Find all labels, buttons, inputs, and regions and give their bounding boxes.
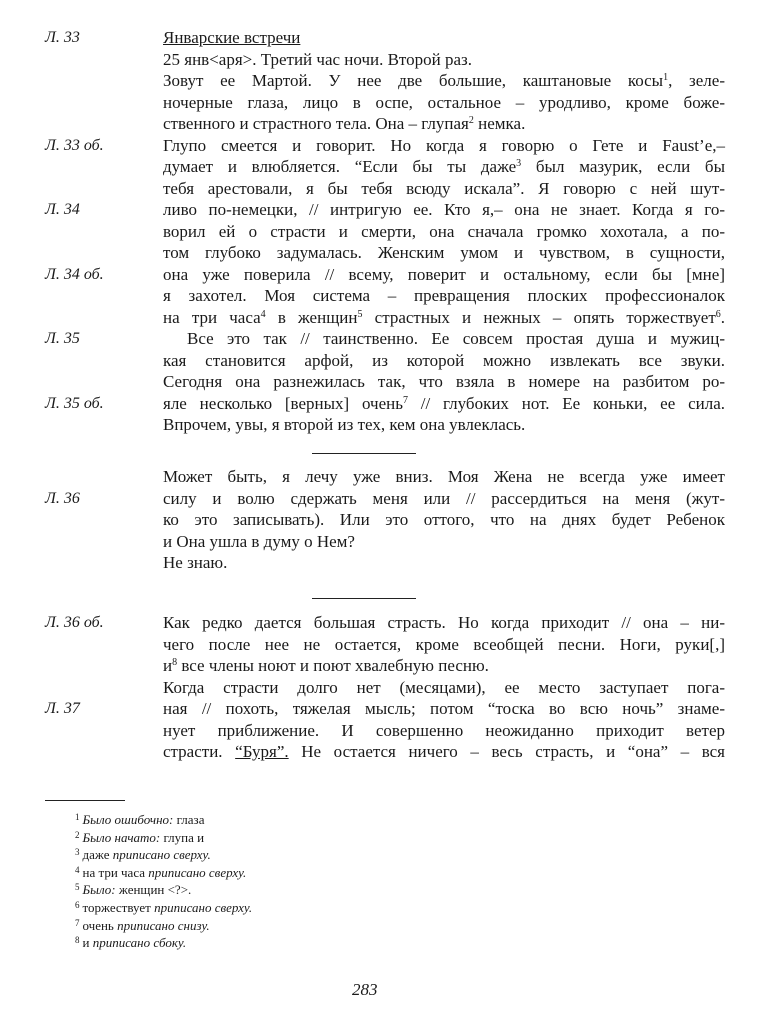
footnote bbox=[75, 934, 252, 952]
text-line bbox=[45, 328, 725, 350]
footnote-number: 5 bbox=[75, 882, 80, 893]
text-line bbox=[163, 350, 725, 372]
footnote-text: приписано сверху. bbox=[154, 899, 253, 915]
text-line bbox=[163, 307, 725, 329]
text-run: Когда страсти долго нет (месяцами), ее место заступает пога- bbox=[163, 677, 725, 697]
text-line bbox=[163, 49, 725, 71]
text-line bbox=[163, 285, 725, 307]
text-line bbox=[45, 199, 725, 221]
underlined-text: “Буря”. bbox=[235, 742, 289, 761]
text-run: , зеле- bbox=[668, 71, 725, 90]
diary-section-1 bbox=[45, 27, 725, 436]
text-line bbox=[163, 634, 725, 656]
folio-margin-label: Л. 34 об. bbox=[45, 265, 104, 283]
text-run: . bbox=[720, 307, 725, 327]
text-run: Зовут ее Мартой. У нее две большие, каштановые косы bbox=[163, 71, 664, 90]
footnote-text: Было ошибочно: bbox=[82, 812, 174, 827]
footnote-text: очень bbox=[82, 917, 118, 933]
footnote-text: приписано снизу. bbox=[117, 917, 210, 933]
footnote-text: приписано сбоку. bbox=[92, 935, 187, 951]
footnote-ref: 4 bbox=[260, 308, 266, 320]
footnote-number: 3 bbox=[75, 847, 80, 858]
text-line bbox=[45, 393, 725, 415]
text-run: страсти. bbox=[163, 742, 236, 761]
page-number: 283 bbox=[352, 980, 378, 999]
folio-margin-label: Л. 34 bbox=[45, 201, 80, 218]
footnote-text: даже bbox=[82, 847, 113, 863]
footnote-ref: 8 bbox=[172, 657, 178, 668]
text-run: на три часа bbox=[163, 307, 261, 327]
footnote-number: 7 bbox=[75, 917, 80, 928]
footnote-text: Было: bbox=[82, 882, 116, 898]
section-separator bbox=[312, 453, 416, 454]
text-run: ко это записывать). Или это оттого, что на днях будет Ребенок bbox=[163, 510, 725, 529]
text-line bbox=[163, 414, 725, 436]
folio-margin-label: Л. 33 об. bbox=[45, 136, 104, 154]
footnote-text: и bbox=[82, 935, 93, 951]
text-run: она уже поверила // всему, поверит и остальному, если бы [мне] bbox=[163, 264, 725, 284]
text-line bbox=[45, 135, 725, 157]
text-run: силу и волю сдержать меня или // рассердиться на меня (жут- bbox=[163, 488, 725, 508]
footnote-ref: 2 bbox=[468, 115, 474, 126]
text-line bbox=[163, 466, 725, 488]
text-line bbox=[45, 27, 725, 49]
text-run: думает и влюбляется. “Если бы ты даже bbox=[163, 157, 517, 176]
text-line bbox=[163, 509, 725, 531]
text-run: ственного и страстного тела. Она – глупая bbox=[163, 114, 469, 133]
text-line bbox=[163, 92, 725, 114]
text-line bbox=[45, 488, 725, 510]
text-run: и bbox=[163, 656, 173, 675]
text-run: // глубоких нот. Ее коньки, ее сила. bbox=[408, 393, 725, 413]
text-run: ливо по-немецки, // интригую ее. Кто я,– она не знает. Когда я го- bbox=[163, 200, 725, 219]
footnote-rule bbox=[45, 800, 125, 801]
text-line bbox=[163, 70, 725, 92]
text-run: был мазурик, если бы bbox=[521, 157, 725, 176]
footnote bbox=[75, 864, 252, 882]
footnote-ref: 7 bbox=[403, 394, 408, 406]
footnote-text: женщин <?>. bbox=[115, 882, 192, 898]
text-line bbox=[163, 552, 725, 574]
footnote-number: 4 bbox=[75, 864, 80, 875]
text-run: ворил ей о страсти и смерти, она сначала громко хохотала, а по- bbox=[163, 221, 725, 241]
text-line bbox=[163, 178, 725, 200]
footnote-number: 6 bbox=[75, 899, 80, 910]
text-line bbox=[163, 720, 725, 742]
text-run: Сегодня она разнежилась так, что взяла в номере на разбитом ро- bbox=[163, 372, 725, 391]
footnote-text: торжествует bbox=[82, 899, 155, 915]
folio-margin-label: Л. 35 bbox=[45, 330, 80, 347]
text-run: Как редко дается большая страсть. Но когда приходит // она – ни- bbox=[163, 613, 725, 632]
text-line bbox=[163, 221, 725, 243]
text-run: все члены ноют и поют хвалебную песню. bbox=[177, 656, 489, 675]
diary-section-2 bbox=[45, 466, 725, 574]
footnote-ref: 1 bbox=[663, 72, 669, 83]
text-line bbox=[163, 242, 725, 264]
footnote-ref: 3 bbox=[516, 158, 522, 169]
text-run: Не знаю. bbox=[163, 553, 228, 572]
text-line bbox=[163, 677, 725, 699]
footnote bbox=[75, 899, 252, 917]
text-run: страстных и нежных – опять торжествует bbox=[362, 307, 716, 327]
text-line bbox=[45, 264, 725, 286]
footnote-number: 1 bbox=[75, 812, 80, 822]
text-line bbox=[163, 531, 725, 553]
text-run: в женщин bbox=[265, 307, 358, 327]
folio-margin-label: Л. 33 bbox=[45, 29, 80, 46]
section-separator bbox=[312, 598, 416, 599]
footnote-text: на три часа bbox=[82, 864, 149, 880]
text-line bbox=[163, 371, 725, 393]
footnotes bbox=[75, 811, 252, 952]
footnote-number: 2 bbox=[75, 829, 80, 840]
text-run: Глупо смеется и говорит. Но когда я говорю о Гете и Faust’e,– bbox=[163, 135, 725, 155]
footnote-text: глупа и bbox=[160, 829, 205, 845]
folio-margin-label: Л. 35 об. bbox=[45, 394, 104, 412]
text-line bbox=[163, 741, 725, 763]
diary-section-3 bbox=[45, 612, 725, 763]
text-line bbox=[163, 156, 725, 178]
text-run: кая становится арфой, из которой можно извлекать все звуки. bbox=[163, 350, 725, 370]
text-run: яле несколько [верных] очень bbox=[163, 393, 403, 413]
footnote bbox=[75, 917, 252, 935]
text-run: 25 янв<аря>. Третий час ночи. Второй раз. bbox=[163, 49, 472, 69]
footnote bbox=[75, 829, 252, 847]
text-run: ная // похоть, тяжелая мысль; потом “тоска во всю ночь” знаме- bbox=[163, 699, 725, 718]
footnote-ref: 6 bbox=[715, 308, 721, 320]
text-run: том глубоко задумалась. Женским умом и чувством, в сущности, bbox=[163, 243, 725, 262]
text-run: Не остается ничего – весь страсть, и “она” – вся bbox=[288, 742, 725, 761]
folio-margin-label: Л. 36 bbox=[45, 489, 80, 507]
text-run: чего после нее не остается, кроме всеобщей песни. Ноги, руки[,] bbox=[163, 634, 725, 654]
text-run: Может быть, я лечу уже вниз. Моя Жена не всегда уже имеет bbox=[163, 467, 725, 486]
footnote-text: приписано сверху. bbox=[112, 847, 211, 863]
text-line bbox=[45, 612, 725, 634]
text-run: тебя арестовали, я бы тебя всюду искала”. Я говорю с ней шут- bbox=[163, 178, 725, 198]
footnote-text: глаза bbox=[173, 812, 205, 827]
footnote bbox=[75, 846, 252, 864]
text-run: Все это так // таинственно. Ее совсем простая душа и мужиц- bbox=[187, 329, 725, 348]
text-line bbox=[163, 113, 725, 135]
footnote-text: Было начато: bbox=[82, 829, 161, 845]
text-run: я захотел. Моя система – превращения плоских профессионалок bbox=[163, 286, 725, 305]
text-run: ночерные глаза, лицо в оспе, остальное – уродливо, кроме боже- bbox=[163, 92, 725, 112]
footnote-text: приписано сверху. bbox=[148, 864, 247, 880]
folio-margin-label: Л. 37 bbox=[45, 700, 80, 717]
footnote bbox=[75, 811, 252, 829]
folio-margin-label: Л. 36 об. bbox=[45, 614, 104, 631]
underlined-text: Январские встречи bbox=[163, 28, 301, 47]
text-run: Впрочем, увы, я второй из тех, кем она увлеклась. bbox=[163, 415, 526, 434]
footnote-ref: 5 bbox=[357, 308, 363, 320]
text-run: нует приближение. И совершенно неожиданно приходит ветер bbox=[163, 720, 725, 740]
text-run: немка. bbox=[473, 114, 526, 133]
text-line bbox=[163, 655, 725, 677]
text-line bbox=[45, 698, 725, 720]
text-run: и Она ушла в думу о Нем? bbox=[163, 531, 355, 551]
footnote bbox=[75, 881, 252, 899]
footnote-number: 8 bbox=[75, 935, 80, 946]
